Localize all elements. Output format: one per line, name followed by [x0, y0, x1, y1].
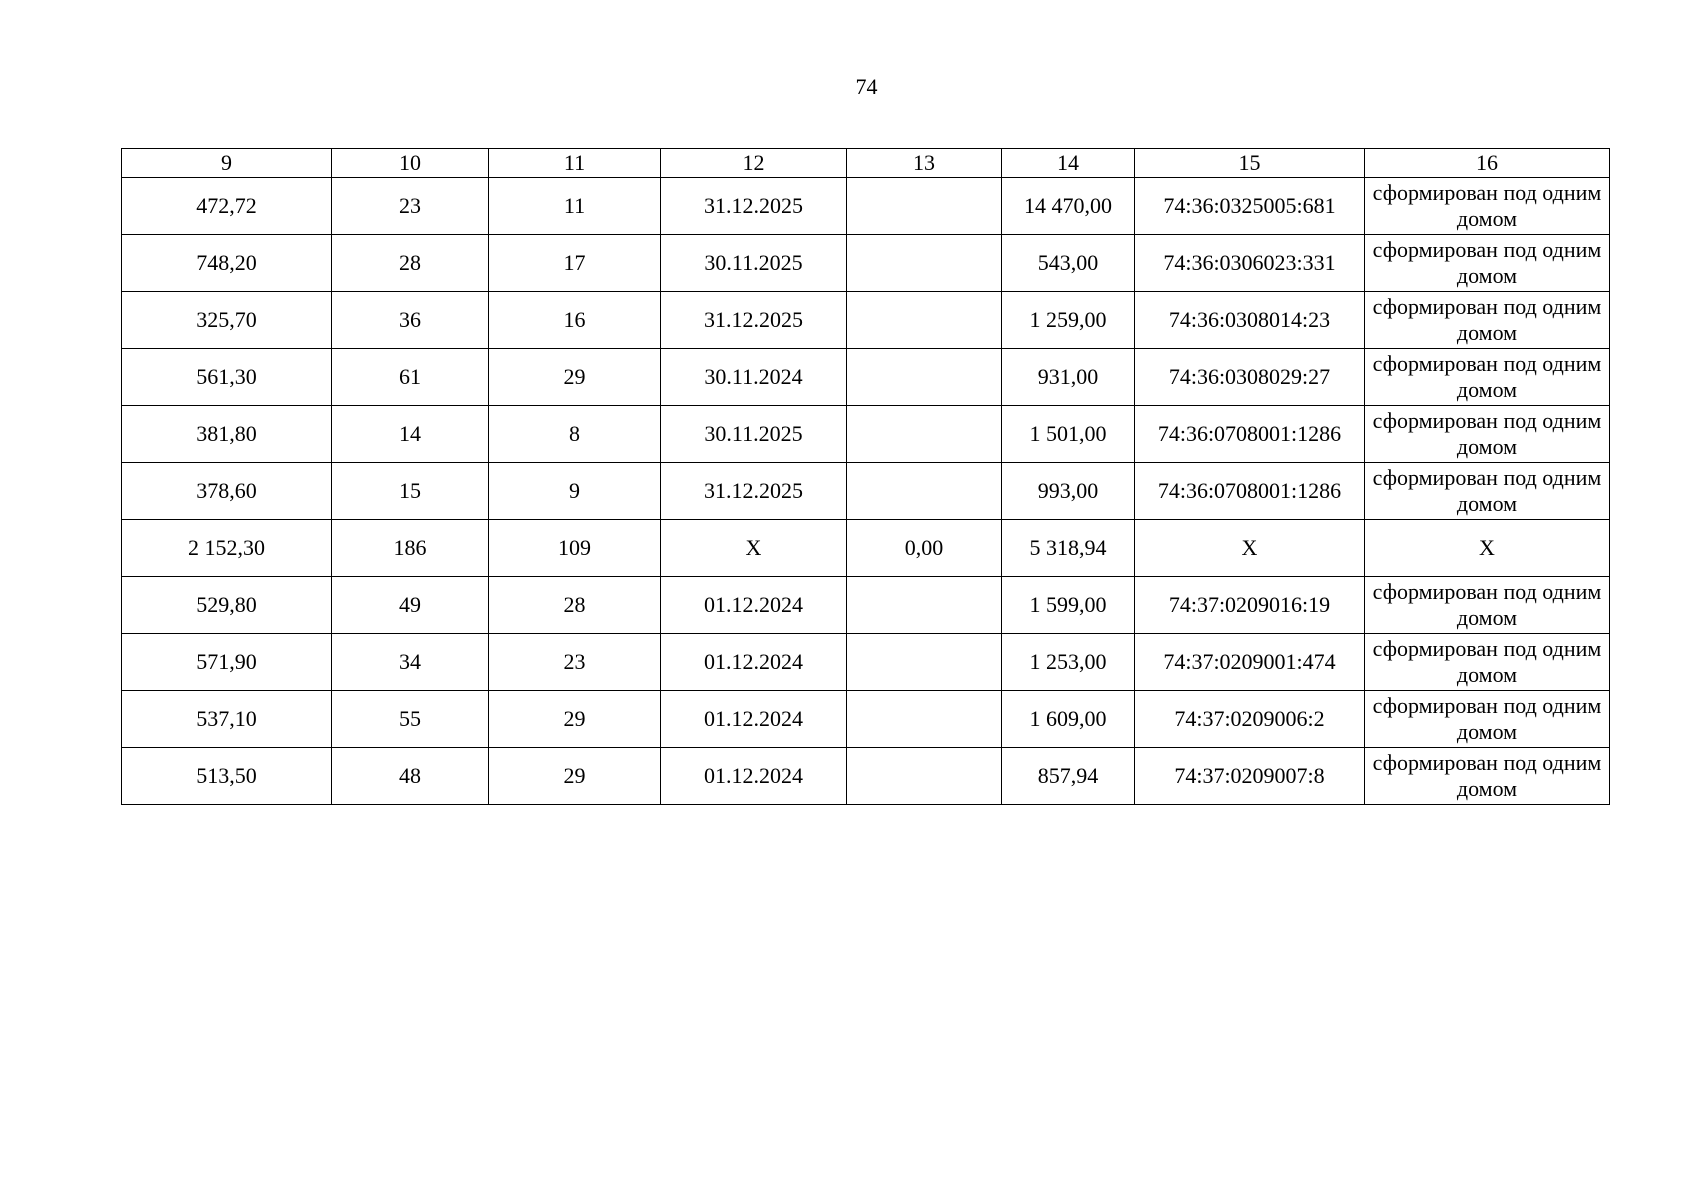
cell-cost: 857,94 — [1002, 748, 1135, 805]
cell-area: 561,30 — [122, 349, 332, 406]
cell-cadastral-number: 74:36:0708001:1286 — [1135, 406, 1365, 463]
cell-col-13 — [847, 463, 1002, 520]
cell-cadastral-number: 74:37:0209016:19 — [1135, 577, 1365, 634]
cell-area: 325,70 — [122, 292, 332, 349]
cell-date: 01.12.2024 — [661, 634, 847, 691]
cell-date: 31.12.2025 — [661, 292, 847, 349]
cell-residents: 15 — [332, 463, 489, 520]
cell-date: 01.12.2024 — [661, 577, 847, 634]
cell-land-status: сформирован под одним домом — [1365, 406, 1610, 463]
cell-area: 529,80 — [122, 577, 332, 634]
cell-cost: 1 609,00 — [1002, 691, 1135, 748]
cell-residents: 23 — [332, 178, 489, 235]
cell-date: 31.12.2025 — [661, 178, 847, 235]
page-number: 74 — [855, 74, 878, 99]
cell-apartments: 9 — [489, 463, 661, 520]
cell-cost: 1 253,00 — [1002, 634, 1135, 691]
cell-area: 378,60 — [122, 463, 332, 520]
cell-area: 537,10 — [122, 691, 332, 748]
table-body — [122, 178, 1610, 805]
cell-date: 30.11.2024 — [661, 349, 847, 406]
cell-cadastral-number: 74:36:0708001:1286 — [1135, 463, 1365, 520]
cell-col-13 — [847, 577, 1002, 634]
cell-col-13 — [847, 349, 1002, 406]
cell-land-status: сформирован под одним домом — [1365, 691, 1610, 748]
cell-residents: 36 — [332, 292, 489, 349]
cell-cost: 1 259,00 — [1002, 292, 1135, 349]
column-header: 10 — [332, 149, 489, 178]
cell-land-status: сформирован под одним домом — [1365, 349, 1610, 406]
cell-residents: 28 — [332, 235, 489, 292]
cell-col-13 — [847, 178, 1002, 235]
cell-cadastral-number: 74:37:0209006:2 — [1135, 691, 1365, 748]
cell-apartments: 29 — [489, 691, 661, 748]
cell-residents: 14 — [332, 406, 489, 463]
cell-cadastral-number: 74:37:0209001:474 — [1135, 634, 1365, 691]
cell-col-13 — [847, 691, 1002, 748]
cell-date: 30.11.2025 — [661, 235, 847, 292]
cell-apartments: 23 — [489, 634, 661, 691]
cell-area: 381,80 — [122, 406, 332, 463]
cell-col-13 — [847, 634, 1002, 691]
cell-cost: 993,00 — [1002, 463, 1135, 520]
table-row — [122, 634, 1610, 691]
cell-cost: 14 470,00 — [1002, 178, 1135, 235]
cell-cadastral-number: 74:36:0308014:23 — [1135, 292, 1365, 349]
cell-apartments: 28 — [489, 577, 661, 634]
cell-date: X — [661, 520, 847, 577]
cell-residents: 186 — [332, 520, 489, 577]
cell-date: 01.12.2024 — [661, 748, 847, 805]
cell-cost: 5 318,94 — [1002, 520, 1135, 577]
cell-date: 31.12.2025 — [661, 463, 847, 520]
column-header: 12 — [661, 149, 847, 178]
cell-cost: 1 599,00 — [1002, 577, 1135, 634]
table-row — [122, 292, 1610, 349]
cell-apartments: 29 — [489, 748, 661, 805]
cell-land-status: сформирован под одним домом — [1365, 235, 1610, 292]
table-row — [122, 520, 1610, 577]
cell-area: 571,90 — [122, 634, 332, 691]
cell-area: 748,20 — [122, 235, 332, 292]
cell-area: 513,50 — [122, 748, 332, 805]
table-row — [122, 406, 1610, 463]
cell-residents: 34 — [332, 634, 489, 691]
cell-apartments: 109 — [489, 520, 661, 577]
header-row — [122, 149, 1610, 178]
cell-land-status: сформирован под одним домом — [1365, 463, 1610, 520]
column-header: 11 — [489, 149, 661, 178]
cell-cadastral-number: 74:36:0306023:331 — [1135, 235, 1365, 292]
cell-land-status: X — [1365, 520, 1610, 577]
cell-apartments: 17 — [489, 235, 661, 292]
table-header — [122, 149, 1610, 178]
cell-col-13: 0,00 — [847, 520, 1002, 577]
cell-cost: 931,00 — [1002, 349, 1135, 406]
column-header: 15 — [1135, 149, 1365, 178]
cell-cadastral-number: X — [1135, 520, 1365, 577]
cell-cost: 543,00 — [1002, 235, 1135, 292]
cell-cadastral-number: 74:37:0209007:8 — [1135, 748, 1365, 805]
cell-apartments: 11 — [489, 178, 661, 235]
cell-col-13 — [847, 748, 1002, 805]
column-header: 16 — [1365, 149, 1610, 178]
table-row — [122, 235, 1610, 292]
cell-land-status: сформирован под одним домом — [1365, 292, 1610, 349]
cell-date: 30.11.2025 — [661, 406, 847, 463]
table-row — [122, 691, 1610, 748]
cell-apartments: 16 — [489, 292, 661, 349]
cell-land-status: сформирован под одним домом — [1365, 178, 1610, 235]
table-row — [122, 178, 1610, 235]
cell-land-status: сформирован под одним домом — [1365, 634, 1610, 691]
cell-residents: 49 — [332, 577, 489, 634]
cell-cadastral-number: 74:36:0325005:681 — [1135, 178, 1365, 235]
cell-cost: 1 501,00 — [1002, 406, 1135, 463]
table-row — [122, 463, 1610, 520]
table-row — [122, 577, 1610, 634]
cell-col-13 — [847, 406, 1002, 463]
cell-cadastral-number: 74:36:0308029:27 — [1135, 349, 1365, 406]
column-header: 9 — [122, 149, 332, 178]
table-row — [122, 349, 1610, 406]
column-header: 14 — [1002, 149, 1135, 178]
cell-area: 2 152,30 — [122, 520, 332, 577]
cell-date: 01.12.2024 — [661, 691, 847, 748]
cell-land-status: сформирован под одним домом — [1365, 577, 1610, 634]
cell-col-13 — [847, 292, 1002, 349]
cell-col-13 — [847, 235, 1002, 292]
cell-apartments: 8 — [489, 406, 661, 463]
cell-apartments: 29 — [489, 349, 661, 406]
column-header: 13 — [847, 149, 1002, 178]
cell-area: 472,72 — [122, 178, 332, 235]
cell-residents: 55 — [332, 691, 489, 748]
cell-residents: 61 — [332, 349, 489, 406]
data-table — [121, 148, 1610, 805]
cell-residents: 48 — [332, 748, 489, 805]
cell-land-status: сформирован под одним домом — [1365, 748, 1610, 805]
table-row — [122, 748, 1610, 805]
